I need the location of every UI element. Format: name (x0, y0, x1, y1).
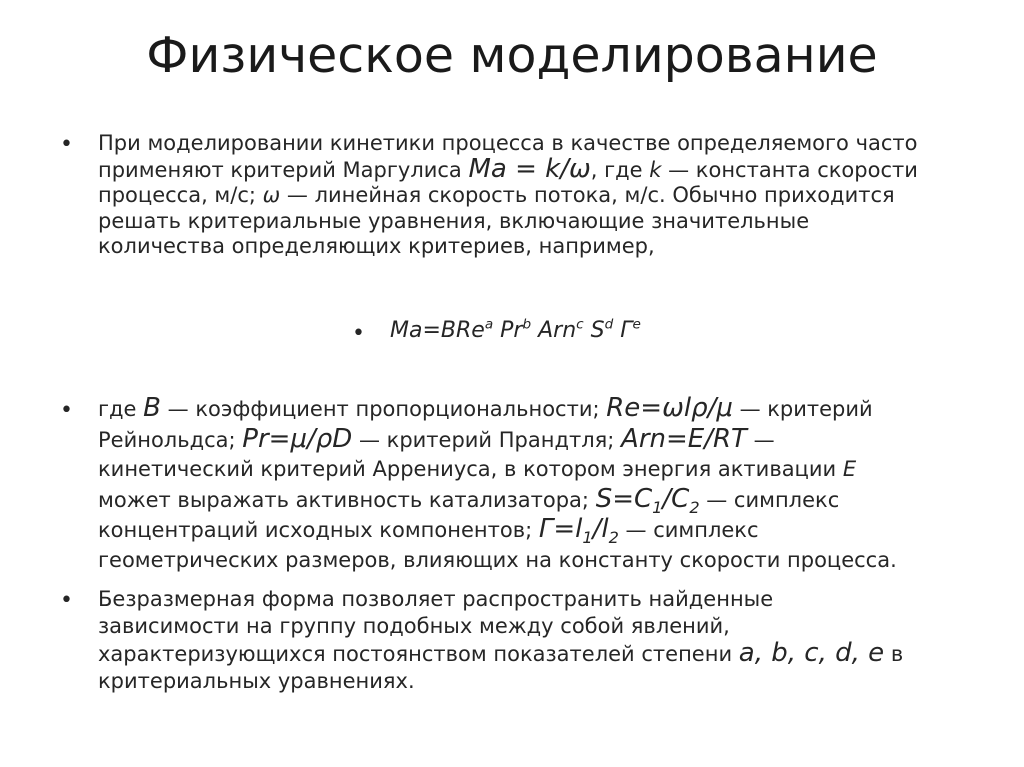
p2-line-1: где B — коэффициент пропорциональности; Re=ωlρ/μ — критерий (98, 393, 873, 423)
margulis-formula: Ma = k/ω (468, 153, 591, 184)
paragraph-dimensionless (98, 586, 998, 695)
p2-line-6: геометрических размеров, влияющих на константу скорости процесса. (98, 547, 897, 572)
p1-line-3: процесса, м/с; ω — линейная скорость потока, м/с. Обычно приходится (98, 183, 895, 207)
p3-line-2: зависимости на группу подобных между собой явлений, (98, 614, 730, 638)
bullet-marker-1: • (60, 132, 73, 157)
p1-line-4: решать критериальные уравнения, включающие значительные (98, 208, 810, 233)
p3-line-3: характеризующихся постоянством показателей степени a, b, c, d, e в (98, 638, 904, 668)
arrhenius-formula: Arn=E/RT (621, 423, 747, 454)
geometric-simplex-formula: $Г=l_1/l_2$ (538, 514, 619, 548)
p2-line-5: концентраций исходных компонентов; $Г=l_1/l_2$ — симплекс (98, 514, 759, 548)
p2-line-2: Рейнольдса; Pr=μ/ρD — критерий Прандтля; Arn=E/RT — (98, 423, 775, 454)
paragraph-margulis (98, 131, 998, 260)
bullet-marker-3: • (60, 588, 73, 613)
reynolds-formula: Re=ωlρ/μ (606, 393, 733, 423)
p1-line-5: количества определяющих критериев, например, (98, 234, 655, 258)
bullet-marker-formula: • (352, 321, 365, 346)
p1-line-1: При моделировании кинетики процесса в качестве определяемого часто (98, 131, 918, 155)
bullet-marker-2: • (60, 398, 73, 423)
p1-line-2: применяют критерий Маргулиса Ma = k/ω, где k — константа скорости (98, 153, 918, 184)
exponent-letters: a, b, c, d, e (738, 638, 885, 668)
p2-line-3: кинетический критерий Аррениуса, в котором энергия активации E (98, 457, 857, 481)
slide-title: Физическое моделирование (146, 27, 878, 84)
prandtl-formula: Pr=μ/ρD (242, 423, 353, 454)
concentration-simplex-formula: $S=C_1/C_2$ (595, 483, 700, 517)
criterial-equation: Ma=BRe$^a$ Pr$^b$ Arn$^c$ $S^d$ $Г^e$ (390, 316, 641, 343)
paragraph-definitions (98, 394, 998, 575)
p2-line-4: может выражать активность катализатора; $S=C_1/C_2$ — симплекс (98, 483, 840, 517)
p3-line-4: критериальных уравнениях. (98, 669, 415, 693)
p3-line-1: Безразмерная форма позволяет распространить найденные (98, 587, 774, 611)
